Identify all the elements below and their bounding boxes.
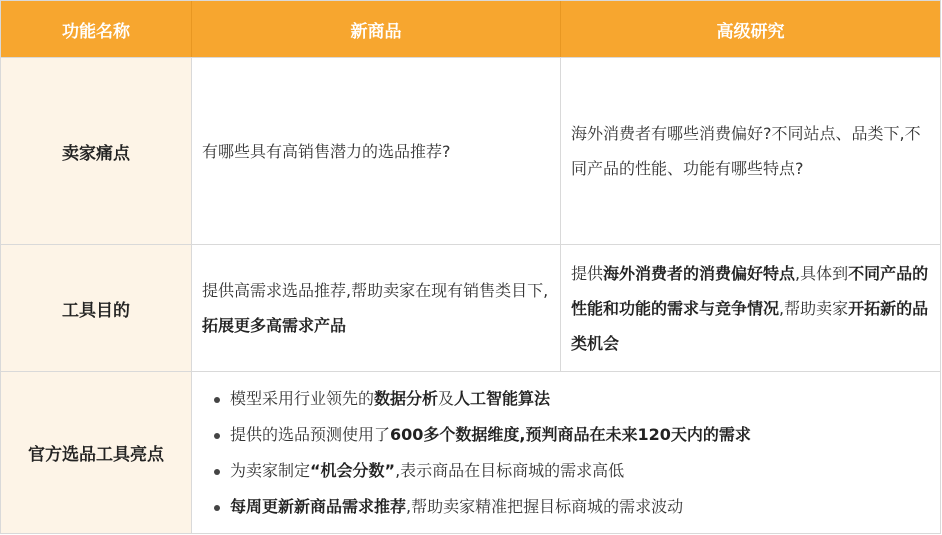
- text-run: ,表示商品在目标商城的需求高低: [395, 460, 625, 480]
- list-item: [214, 453, 751, 489]
- emphasis-text: 每周更新新商品需求推荐: [230, 496, 407, 516]
- row-label-highlights: 官方选品工具亮点: [1, 372, 191, 533]
- cell-purpose-new-product: [191, 245, 560, 371]
- cell-highlights: [191, 372, 940, 533]
- text-run: ,帮助卖家精准把握目标商城的需求波动: [406, 496, 684, 516]
- emphasis-text: “机会分数”: [310, 460, 396, 480]
- header-new-product: 新商品: [191, 1, 560, 57]
- text-run: 提供的选品预测使用了: [230, 424, 391, 444]
- cell-pain-new-product: [191, 58, 560, 244]
- bullet-dot-icon: [214, 505, 220, 511]
- emphasis-text: 拓展更多高需求产品: [202, 316, 347, 335]
- table-header-row: [1, 1, 940, 57]
- cell-text: [202, 273, 550, 343]
- header-advanced-research: 高级研究: [560, 1, 940, 57]
- list-item: [214, 489, 751, 525]
- row-label-pain-points: 卖家痛点: [1, 58, 191, 244]
- row-label-tool-purpose: 工具目的: [1, 245, 191, 371]
- cell-text: [571, 256, 932, 361]
- bullet-dot-icon: [214, 433, 220, 439]
- text-run: 为卖家制定: [230, 460, 311, 480]
- emphasis-text: 海外消费者的消费偏好特点: [603, 263, 796, 283]
- emphasis-text: 开拓新的品类机会: [571, 298, 929, 353]
- cell-text: 有哪些具有高销售潜力的选品推荐?: [202, 141, 451, 161]
- bullet-dot-icon: [214, 469, 220, 475]
- text-run: ,帮助卖家: [779, 298, 849, 318]
- text-run: 模型采用行业领先的: [230, 388, 375, 408]
- text-run: ,具体到: [795, 263, 849, 283]
- table-row-pain-points: [1, 57, 940, 244]
- emphasis-text: 不同产品的性能和功能的需求与竞争情况: [571, 263, 929, 318]
- text-run: 提供: [571, 263, 604, 283]
- cell-pain-research: [560, 58, 940, 244]
- emphasis-text: 人工智能算法: [454, 388, 551, 408]
- text-run: 提供高需求选品推荐,帮助卖家在现有销售类目下,: [202, 281, 549, 300]
- list-item: [214, 417, 751, 453]
- bullet-dot-icon: [214, 397, 220, 403]
- cell-text: 海外消费者有哪些消费偏好?不同站点、品类下,不同产品的性能、功能有哪些特点?: [571, 124, 921, 178]
- highlights-list: [214, 381, 751, 525]
- emphasis-text: 600多个数据维度,预判商品在未来120天内的需求: [390, 424, 751, 444]
- text-run: 及: [438, 388, 455, 408]
- cell-purpose-research: [560, 245, 940, 371]
- header-feature-name: 功能名称: [62, 21, 130, 42]
- table-row-highlights: [1, 371, 940, 533]
- list-item: [214, 381, 751, 417]
- emphasis-text: 数据分析: [374, 388, 439, 408]
- table-row-tool-purpose: [1, 244, 940, 371]
